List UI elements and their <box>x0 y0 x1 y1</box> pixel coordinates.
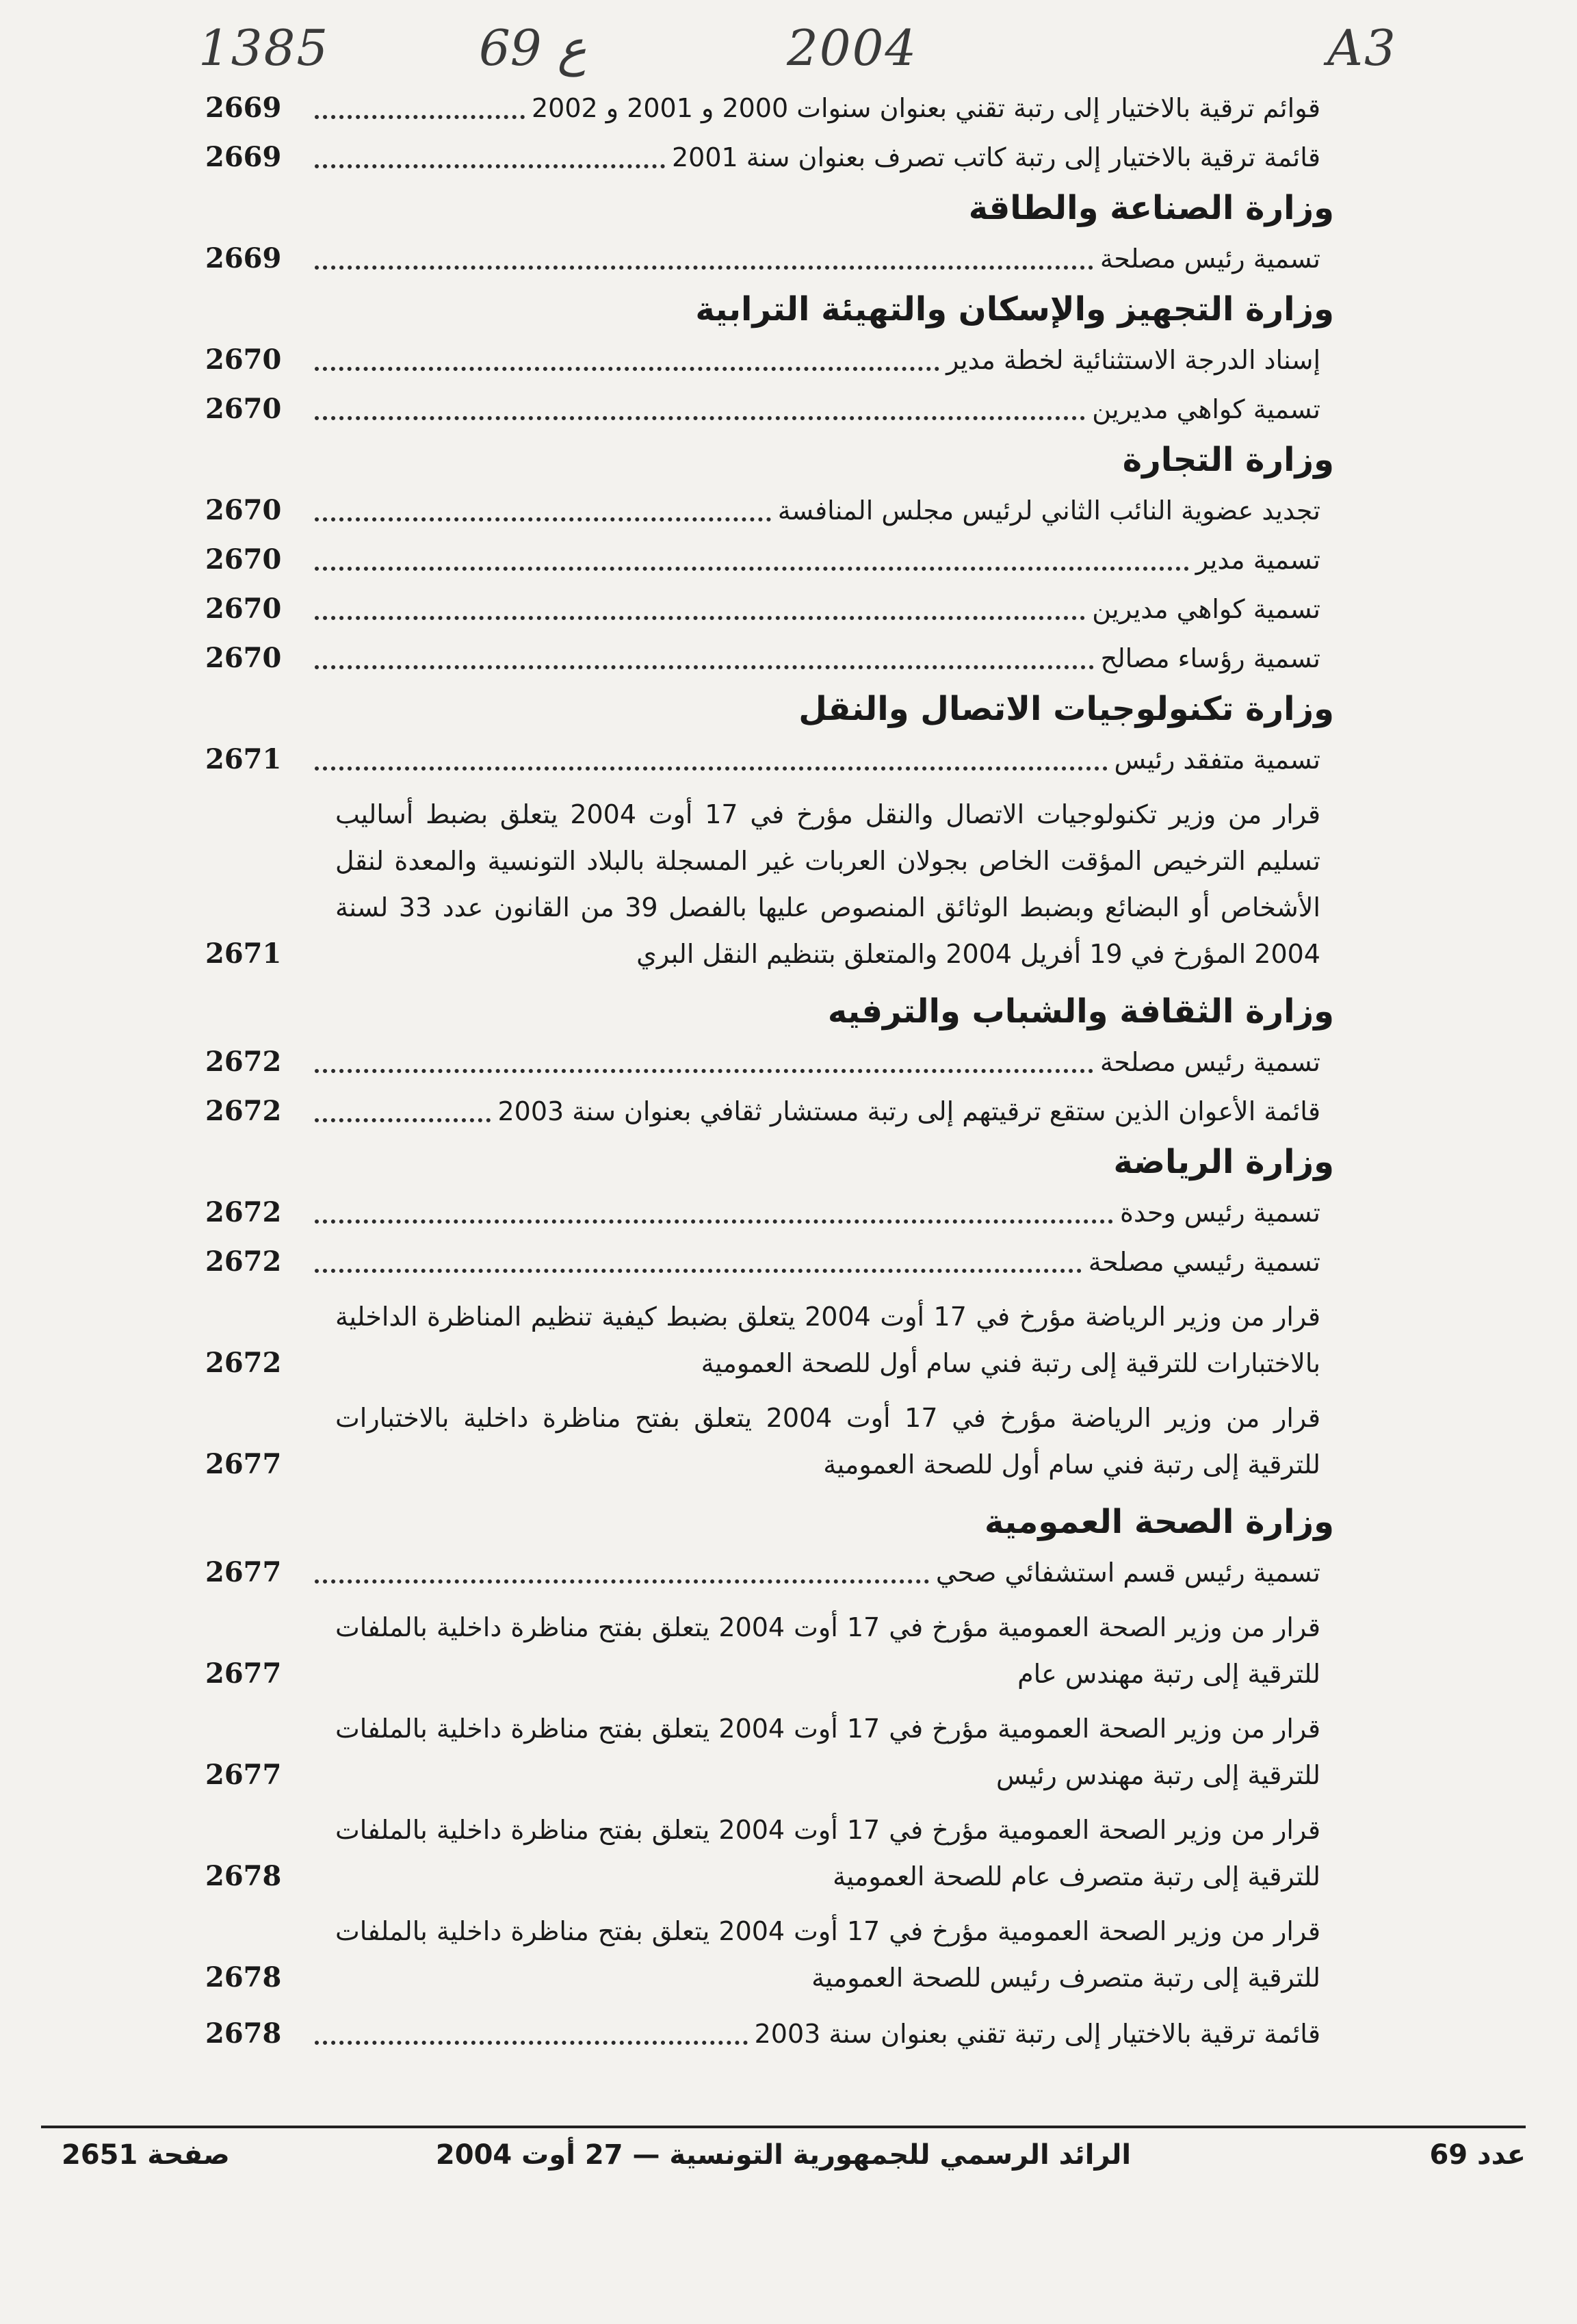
ministry-heading: وزارة الصناعة والطاقة <box>968 189 1334 227</box>
toc-page-number: 2677 <box>205 1448 282 1480</box>
toc-page-number: 2669 <box>205 242 282 274</box>
toc-entry-title: قائمة الأعوان الذين ستقع ترقيتهم إلى رتبة مستشار ثقافي بعنوان سنة 2003 <box>497 1096 1320 1126</box>
toc-entry-title: إسناد الدرجة الاستثنائية لخطة مدير <box>946 345 1320 375</box>
toc-entry <box>205 383 1320 432</box>
toc-page-number: 2671 <box>205 743 282 775</box>
toc-entry <box>205 82 1320 131</box>
dot-leader <box>315 1579 929 1584</box>
toc-entry <box>205 1085 1320 1135</box>
toc-entry <box>205 233 1320 282</box>
handwritten-hijri: 1385 <box>198 19 330 77</box>
toc-entry <box>205 485 1320 534</box>
toc-entry <box>205 1293 1320 1386</box>
footer-issue-number: عدد 69 <box>1429 2139 1526 2171</box>
toc-page-number: 2670 <box>205 543 282 576</box>
footer-journal-title: الرائد الرسمي للجمهورية التونسية — 27 أوت 2004 <box>435 2139 1132 2171</box>
toc-page-number: 2672 <box>205 1046 282 1078</box>
ministry-heading: وزارة تكنولوجيات الاتصال والنقل <box>798 690 1334 728</box>
toc-page-number: 2672 <box>205 1196 282 1228</box>
handwritten-issue-note: 69 ع <box>479 19 587 77</box>
toc-entry <box>205 334 1320 383</box>
dot-leader <box>315 517 771 521</box>
table-of-contents <box>205 82 1334 2057</box>
toc-page-number: 2678 <box>205 2017 282 2050</box>
handwritten-code: A3 <box>1327 19 1397 77</box>
dot-leader <box>315 1219 1113 1224</box>
toc-page-number: 2670 <box>205 642 282 674</box>
toc-entry-title: تسمية رئيس قسم استشفائي صحي <box>935 1558 1320 1588</box>
toc-entry <box>205 632 1320 682</box>
toc-page-number: 2677 <box>205 1657 282 1690</box>
dot-leader <box>315 2041 748 2045</box>
toc-page-number: 2671 <box>205 938 282 970</box>
toc-page-number: 2669 <box>205 141 282 173</box>
dot-leader <box>315 1118 491 1122</box>
ministry-heading: وزارة الرياضة <box>1113 1143 1334 1181</box>
toc-page-number: 2670 <box>205 344 282 376</box>
dot-leader <box>315 766 1108 771</box>
toc-entry <box>205 734 1320 783</box>
toc-entry-title: تجديد عضوية النائب الثاني لرئيس مجلس المنافسة <box>777 495 1320 526</box>
toc-entry-title: قرار من وزير الصحة العمومية مؤرخ في 17 أوت 2004 يتعلق بفتح مناظرة داخلية بالملفات للترقية إلى رتبة متصرف رئيس للصحة العمومية <box>335 1916 1321 1993</box>
toc-entry <box>205 1547 1320 1596</box>
toc-page-number: 2677 <box>205 1556 282 1588</box>
ministry-heading: وزارة التجارة <box>1122 441 1334 479</box>
dot-leader <box>315 266 1093 270</box>
toc-entry-title: قرار من وزير الرياضة مؤرخ في 17 أوت 2004 يتعلق بفتح مناظرة داخلية بالاختبارات للترقية إلى رتبة فني سام أول للصحة العمومية <box>335 1403 1321 1480</box>
toc-entry <box>205 1036 1320 1085</box>
dot-leader <box>315 665 1094 669</box>
ministry-heading: وزارة التجهيز والإسكان والتهيئة الترابية <box>695 290 1334 328</box>
toc-entry <box>205 534 1320 583</box>
dot-leader <box>315 616 1085 620</box>
toc-entry-title: قرار من وزير الرياضة مؤرخ في 17 أوت 2004 يتعلق بضبط كيفية تنظيم المناظرة الداخلية بالاختبارات للترقية إلى رتبة فني سام أول للصحة العمومية <box>335 1302 1321 1378</box>
dot-leader <box>315 416 1085 420</box>
toc-entry <box>205 791 1320 977</box>
toc-entry <box>205 1604 1320 1697</box>
toc-page-number: 2670 <box>205 393 282 425</box>
toc-page-number: 2678 <box>205 1961 282 1993</box>
handwritten-year: 2004 <box>787 19 918 77</box>
page-footer <box>41 2139 1526 2187</box>
toc-page-number: 2670 <box>205 494 282 526</box>
toc-page-number: 2670 <box>205 593 282 625</box>
toc-entry-title: تسمية رئيس مصلحة <box>1099 1047 1320 1077</box>
toc-entry-title: تسمية رئيسي مصلحة <box>1088 1247 1320 1277</box>
toc-page-number: 2672 <box>205 1347 282 1379</box>
footer-page-number: صفحة 2651 <box>62 2139 230 2171</box>
toc-entry <box>205 131 1320 181</box>
toc-entry-title: قائمة ترقية بالاختيار إلى رتبة كاتب تصرف بعنوان سنة 2001 <box>672 142 1320 172</box>
toc-entry <box>205 1807 1320 1900</box>
toc-entry-title: تسمية كواهي مديرين <box>1092 394 1320 424</box>
toc-entry <box>205 1395 1320 1488</box>
toc-entry <box>205 583 1320 632</box>
toc-entry-title: قوائم ترقية بالاختيار إلى رتبة تقني بعنوان سنوات 2000 و 2001 و 2002 <box>531 93 1320 123</box>
toc-entry-title: قرار من وزير الصحة العمومية مؤرخ في 17 أوت 2004 يتعلق بفتح مناظرة داخلية بالملفات للترقية إلى رتبة مهندس رئيس <box>335 1714 1321 1790</box>
dot-leader <box>315 115 525 119</box>
toc-page-number: 2672 <box>205 1095 282 1127</box>
toc-entry-title: تسمية مدير <box>1195 545 1320 575</box>
toc-entry-title: تسمية كواهي مديرين <box>1092 594 1320 624</box>
footer-divider <box>41 2126 1526 2128</box>
toc-page-number: 2669 <box>205 92 282 124</box>
toc-entry <box>205 2008 1320 2057</box>
toc-entry <box>205 1908 1320 2001</box>
dot-leader <box>315 367 939 371</box>
toc-entry-title: قرار من وزير الصحة العمومية مؤرخ في 17 أوت 2004 يتعلق بفتح مناظرة داخلية بالملفات للترقية إلى رتبة مهندس عام <box>335 1612 1321 1689</box>
toc-entry <box>205 1187 1320 1236</box>
dot-leader <box>315 567 1189 571</box>
toc-page-number: 2672 <box>205 1245 282 1278</box>
toc-entry-title: تسمية رؤساء مصالح <box>1100 643 1320 673</box>
toc-entry <box>205 1705 1320 1798</box>
dot-leader <box>315 164 665 168</box>
toc-entry-title: قائمة ترقية بالاختيار إلى رتبة تقني بعنوان سنة 2003 <box>754 2019 1320 2049</box>
ministry-heading: وزارة الصحة العمومية <box>984 1503 1334 1541</box>
toc-entry-title: قرار من وزير الصحة العمومية مؤرخ في 17 أوت 2004 يتعلق بفتح مناظرة داخلية بالملفات للترقية إلى رتبة متصرف عام للصحة العمومية <box>335 1815 1321 1892</box>
toc-entry-title: تسمية رئيس وحدة <box>1120 1198 1320 1228</box>
dot-leader <box>315 1069 1093 1073</box>
toc-page-number: 2677 <box>205 1759 282 1791</box>
ministry-heading: وزارة الثقافة والشباب والترفيه <box>827 992 1334 1031</box>
toc-entry-title: تسمية رئيس مصلحة <box>1099 244 1320 274</box>
toc-entry-title: تسمية متفقد رئيس <box>1114 745 1320 775</box>
toc-page-number: 2678 <box>205 1860 282 1892</box>
toc-entry-title: قرار من وزير تكنولوجيات الاتصال والنقل مؤرخ في 17 أوت 2004 يتعلق بضبط أساليب تسليم الترخيص المؤقت الخاص بجولان العربات غير المسجلة بالبلاد التونسية والمعدة لنقل الأشخاص أو البضائع وبضبط الوثائق المنصوص عليها بالفصل 39 من القانون عدد 33 لسنة 2004 المؤرخ في 19 أفريل 2004 والمتعلق بتنظيم النقل البري <box>335 799 1321 969</box>
dot-leader <box>315 1269 1082 1273</box>
toc-entry <box>205 1236 1320 1285</box>
